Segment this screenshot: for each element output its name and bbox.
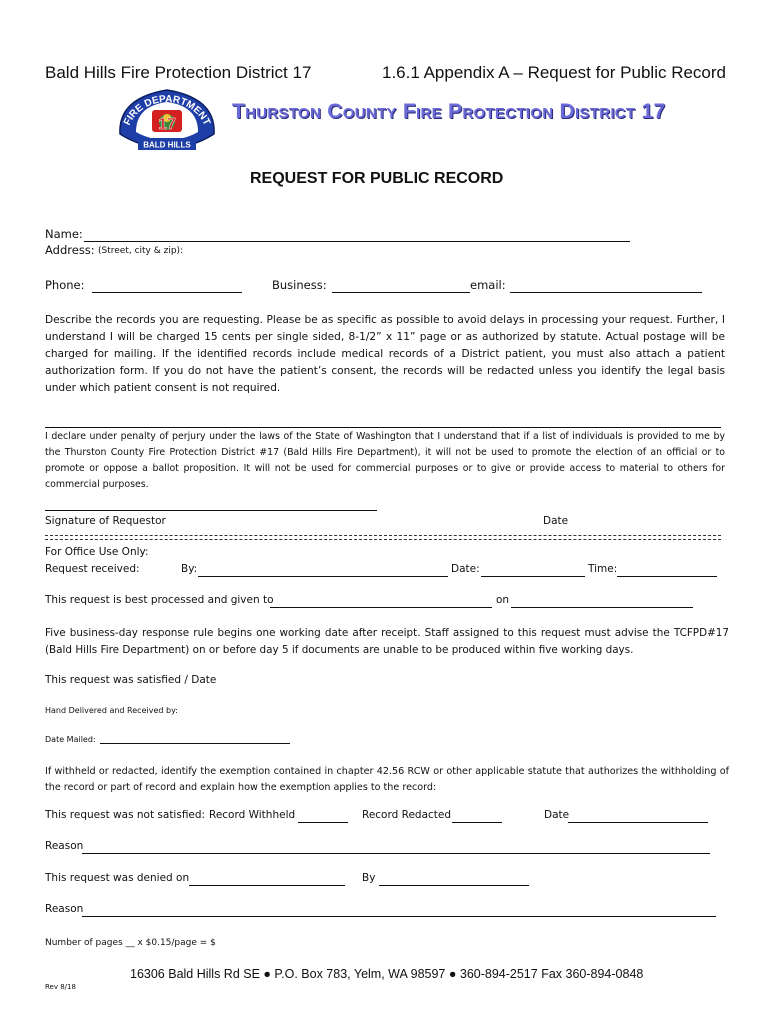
- number-of-pages-text: Number of pages __ x $0.15/page = $: [45, 938, 216, 948]
- signature-date-label: Date: [543, 515, 569, 527]
- assigned-date-field[interactable]: [511, 607, 693, 608]
- reason-field[interactable]: [82, 853, 710, 854]
- page-title: REQUEST FOR PUBLIC RECORD: [250, 170, 504, 187]
- fire-department-badge-icon: [112, 84, 222, 152]
- record-withheld-label: Record Withheld: [209, 809, 296, 821]
- signature-label: Signature of Requestor: [45, 515, 166, 527]
- not-satisfied-date-label: Date: [544, 809, 570, 821]
- phone-label: Phone:: [45, 278, 85, 292]
- logo-bottom-text: BALD HILLS: [143, 140, 191, 150]
- header-district-name: Bald Hills Fire Protection District 17: [45, 63, 312, 82]
- date-mailed-label: Date Mailed:: [45, 735, 96, 744]
- records-description-field[interactable]: [45, 427, 721, 428]
- record-redacted-field[interactable]: [452, 822, 502, 823]
- record-redacted-label: Record Redacted: [362, 809, 452, 821]
- footer-address: 16306 Bald Hills Rd SE ● P.O. Box 783, Yelm, WA 98597 ● 360-894-2517 Fax 360-894-0848: [130, 967, 644, 981]
- fire-department-logo: [112, 84, 222, 152]
- phone-field[interactable]: [92, 292, 242, 293]
- by-label: By:: [181, 563, 198, 575]
- email-field[interactable]: [510, 292, 702, 293]
- section-divider: [45, 535, 721, 540]
- received-by-field[interactable]: [198, 576, 448, 577]
- date-mailed-field[interactable]: [100, 743, 290, 744]
- email-label: email:: [470, 278, 506, 292]
- satisfied-text: This request was satisfied / Date: [45, 674, 217, 686]
- signature-field[interactable]: [45, 510, 377, 511]
- on-label: on: [496, 594, 510, 606]
- received-date-field[interactable]: [481, 576, 585, 577]
- received-date-label: Date:: [451, 563, 480, 575]
- assigned-to-field[interactable]: [270, 607, 492, 608]
- five-day-rule-text: Five business-day response rule begins one working date after receipt. Staff assigned to this request must advise the TCFPD#17 (Bald Hills Fire Department) on or before day 5 if documents are unable to be produced within five working days.: [45, 627, 729, 656]
- hand-delivered-text: Hand Delivered and Received by:: [45, 706, 178, 715]
- reason2-field[interactable]: [82, 916, 716, 917]
- withheld-text: If withheld or redacted, identify the exemption contained in chapter 42.56 RCW or other applicable statute that authorizes the withholding of the record or part of record and explain how the exemption applies to the record:: [45, 766, 729, 793]
- denied-by-field[interactable]: [379, 885, 529, 886]
- reason2-label: Reason: [45, 903, 84, 915]
- address-label: Address:: [45, 243, 95, 257]
- received-time-field[interactable]: [617, 576, 717, 577]
- declaration-paragraph: I declare under penalty of perjury under the laws of the State of Washington that I understand that if a list of individuals is provided to me by the Thurston County Fire Protection District #17 (Bald Hills Fire Department), it will not be used to promote the election of an official or to promote or oppose a ballot proposition. It will not be used for commercial purposes or to give or provide access to material to others for commercial purposes.: [45, 431, 725, 490]
- revision-label: Rev 8/18: [45, 983, 76, 991]
- instructions-paragraph: Describe the records you are requesting. Please be as specific as possible to avoid delays in processing your request. Further, I understand I will be charged 15 cents per single sided, 8-1/2” x 11” page or as authorized by statute. Actual postage will be charged for mailing. If the identified records include medical records of a District patient, you must also attach a patient authorization form. If you do not have the patient’s consent, the records will be redacted unless you identify the legal basis under which patient consent is not required.: [45, 314, 725, 394]
- logo-arc-text: FIRE DEPARTMENT: [122, 93, 212, 128]
- denied-by-label: By: [362, 872, 376, 884]
- name-label: Name:: [45, 227, 83, 241]
- reason-label: Reason: [45, 840, 84, 852]
- not-satisfied-date-field[interactable]: [568, 822, 708, 823]
- denied-on-field[interactable]: [189, 885, 345, 886]
- record-withheld-field[interactable]: [298, 822, 348, 823]
- county-banner: Thurston County Fire Protection District 17: [232, 100, 666, 123]
- header-appendix-title: 1.6.1 Appendix A – Request for Public Record: [382, 63, 727, 82]
- processed-text: This request is best processed and given to: [45, 594, 274, 606]
- name-field[interactable]: [84, 241, 630, 242]
- office-use-heading: For Office Use Only:: [45, 546, 149, 558]
- business-label: Business:: [272, 278, 327, 292]
- denied-on-text: This request was denied on: [45, 872, 190, 884]
- request-received-label: Request received:: [45, 563, 140, 575]
- logo-number: 17: [158, 116, 176, 133]
- business-field[interactable]: [332, 292, 470, 293]
- not-satisfied-text: This request was not satisfied:: [45, 809, 206, 821]
- address-hint: (Street, city & zip):: [98, 246, 184, 256]
- received-time-label: Time:: [588, 563, 618, 575]
